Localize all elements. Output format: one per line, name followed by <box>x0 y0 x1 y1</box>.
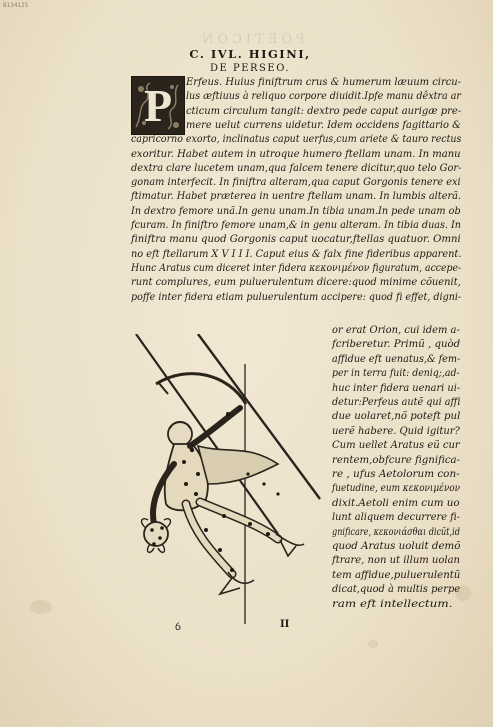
gorgon-head <box>144 522 168 546</box>
text-line: fuetudine, eum κεκονιμένον <box>332 482 461 495</box>
text-line: per in terra fuit: deniq;,ad- <box>332 367 460 380</box>
text-line: affidue eft uenatus,& fem- <box>332 352 461 365</box>
text-line: Erfeus. Huius finiftrum crus & humerum læuum circu- <box>186 76 461 88</box>
text-line: gnificare, κεκονιάσθαι dicũt,id <box>332 525 460 538</box>
text-line: In dextro femore unã.In genu unam.In tibia unam.In pede unam ob <box>131 204 461 217</box>
text-line: no eft ftellarum X V I I I. Caput eius & falx fine fideribus apparent. <box>131 247 462 260</box>
text-line: due uolaret,nõ poteft pul <box>332 410 461 423</box>
text-line: detur:Perfeus autẽ qui affi <box>332 396 461 408</box>
shelf-mark: B134125 <box>3 2 29 9</box>
signature-mark: II <box>280 619 290 630</box>
text-line: uerẽ habere. Quid igitur? <box>332 424 460 437</box>
text-line: mere uelut currens uidetur. Idem occidens fagittario & <box>186 118 461 131</box>
text-line: re , ufus Aetolorum con- <box>332 468 460 480</box>
bleed-through-text: POETICON <box>198 32 305 47</box>
text-line: dextra clare lucetem unam,qua falcem tenere dicitur,quo telo Gor- <box>131 161 462 174</box>
text-line: dicat,quod à multis perpe <box>332 583 461 596</box>
text-line: capricorno exorto, inclinatus caput uerfus,cum ariete & tauro rectus <box>131 133 462 146</box>
paper-stain <box>368 640 378 648</box>
text-line: runt complures, eum puluerulentum dicere:quod minime cõuenit, <box>131 276 461 289</box>
initial-letter: P <box>143 80 173 131</box>
text-line: Cum uellet Aratus eũ cur <box>332 439 460 452</box>
text-line: Hunc Aratus cum diceret inter fidera κεκονιμένον figuratum, accepe- <box>131 261 462 274</box>
text-line: poffe inter fidera etiam puluerulentum accipere: quod fi effet, digni- <box>131 290 462 303</box>
text-line: cticum circulum tangit: dextro pede caput aurigæ pre- <box>186 104 462 117</box>
section-title: DE PERSEO. <box>210 63 290 74</box>
text-line: fcriberetur. Primũ , quòd <box>332 338 461 351</box>
zodiac-sign: ỽ <box>175 622 181 633</box>
text-line: finiftra manu quod Gorgonis caput uocatur,ftellas quatuor. Omni <box>131 233 461 246</box>
paper-stain <box>30 600 52 614</box>
text-line: ram eft intellectum. <box>332 597 453 610</box>
text-line: quod Aratus uoluit demõ <box>332 540 461 552</box>
text-line: fcuram. In finiftro femore unam,& in genu alteram. In tibia duas. In <box>131 219 461 231</box>
running-head: C. IVL. HIGINI, <box>189 47 311 61</box>
sword-blade <box>156 374 246 404</box>
text-line: lunt aliquem decurrere fi- <box>332 511 460 524</box>
text-line: lus æftiuus à reliquo corpore diuidit.Ipfe manu dêxtra ar <box>186 90 462 103</box>
text-line: dixit.Aetoli enim cum uo <box>332 496 460 509</box>
text-line: huc inter fidera uenari ui- <box>332 381 461 394</box>
text-line: rentem,obfcure fignifica- <box>332 453 461 466</box>
text-line: gonam interfecit. In finiftra alteram,qua caput Gorgonis tenere exi <box>131 176 461 189</box>
text-line: ftimatur. Habet præterea in uentre ftellam unam. In lumbis alterã. <box>131 190 462 203</box>
text-line: tem affidue,puluerulentũ <box>332 568 461 581</box>
text-line: ftrare, non ut illum uolan <box>332 554 460 567</box>
figure-arm <box>190 408 240 446</box>
decorated-initial <box>131 76 185 135</box>
perseus-woodcut <box>128 334 328 626</box>
text-line: exoritur. Habet autem in utroque humero ftellam unam. In manu <box>131 147 461 160</box>
text-line: or erat Orion, cui idem a- <box>332 324 460 336</box>
